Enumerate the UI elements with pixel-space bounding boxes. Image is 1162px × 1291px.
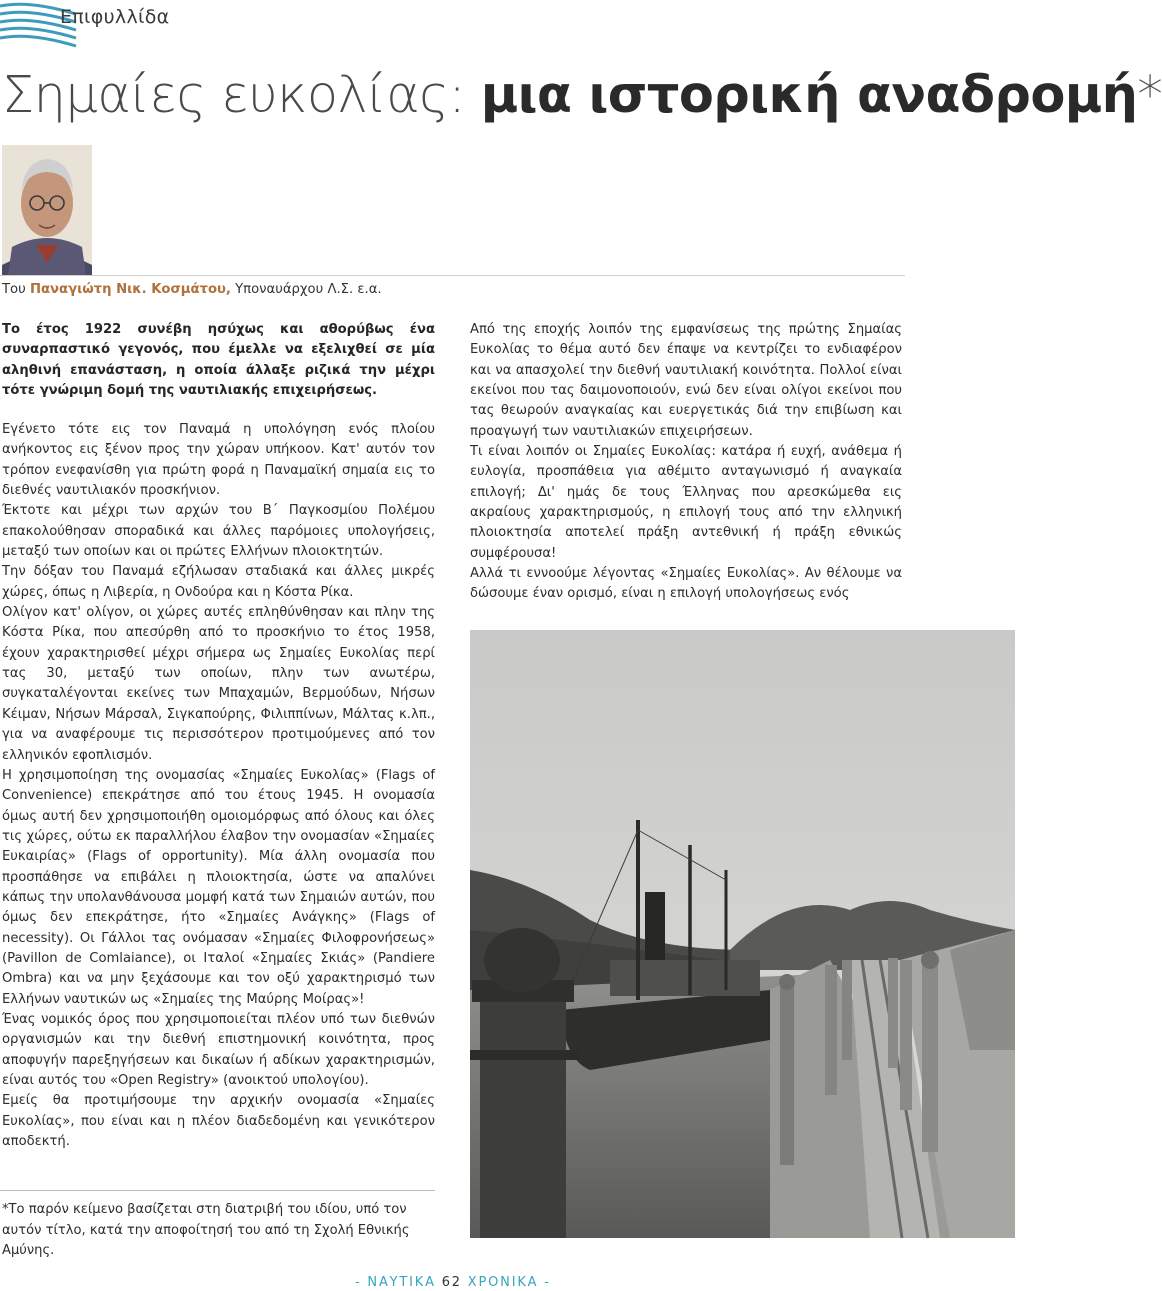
article-title <box>2 64 1162 128</box>
page-footer <box>355 1275 551 1290</box>
section-label: Επιφυλλίδα <box>60 6 170 28</box>
paragraph: Τι είναι λοιπόν οι Σημαίες Ευκολίας: κατάρα ή ευχή, ανάθεμα ή ευλογία, προσπάθεια για αθέμιτο ανταγωνισμό ή αναγκαία επιλογή; Δι' ημάς δε τους Έλληνας που αρεσκώμεθα εις ακραίους χαρακτηρισμούς, η επιλογή τους από την ελληνική πλοιοκτησία αποτελεί πράξη αντεθνική ή πράξη εθνικώς συμφέρουσα! <box>470 444 902 561</box>
paragraph: Εμείς θα προτιμήσουμε την αρχικήν ονομασία «Σημαίες Ευκολίας», που είναι και η πλέον διαδεδομένη και γενικότερον αποδεκτή. <box>2 1093 435 1150</box>
paragraph: Ολίγον κατ' ολίγον, οι χώρες αυτές επληθύνθησαν και πλην της Κόστα Ρίκα, που απεσύρθη από το προσκήνιο το έτος 1958, έχουν χαρακτηρισθεί μέχρι σήμερα ως Σημαίες Ευκολίας περί τας 30, μεταξύ των οποίων, πλην των ανωτέρω, συγκαταλέγονται εκείνες των Μπαχαμών, Βερμούδων, Νήσων Κέιμαν, Νήσων Μάρσαλ, Σιγκαπούρης, Φιλιππίνων, Μάλτας κ.λπ., για να αναφέρουμε τις περισσότερον προτιμούμενες από τον ελληνικόν εφοπλισμόν. <box>2 605 435 763</box>
byline <box>2 282 382 297</box>
right-column <box>470 320 902 605</box>
panama-canal-photo <box>470 630 1015 1238</box>
paragraph: Από της εποχής λοιπόν της εμφανίσεως της πρώτης Σημαίας Ευκολίας το θέμα αυτό δεν έπαψε να κεντρίζει το ενδιαφέρον και να απασχολεί την διεθνή ναυτιλιακή κοινότητα. Πολλοί είναι εκείνοι που τας δαιμονοποιούν, ενώ δεν είναι ολίγοι εκείνοι που τας θεωρούν αναγκαίας και ευεργετικάς διά την επιβίωση και προαγωγή των ναυτιλιακών επιχειρήσεων. <box>470 322 902 439</box>
paragraph: Έκτοτε και μέχρι των αρχών του Β΄ Παγκοσμίου Πολέμου επακολούθησαν σποραδικά και άλλες παρόμοιες υπολογήσεις, μεταξύ των οποίων και οι πρώτες Ελλήνων πλοιοκτητών. <box>2 503 435 560</box>
byline-rule <box>0 275 905 276</box>
title-light: Σημαίες ευκολίας: <box>2 66 481 125</box>
title-asterisk: * <box>1137 66 1162 125</box>
footer-left: - ΝΑΥΤΙΚΑ <box>355 1275 442 1290</box>
lead-text: Το έτος 1922 συνέβη ησύχως και αθορύβως ένα συναρπαστικό γεγονός, που έμελλε να εξελιχθεί σε μία αληθινή επανάσταση, η οποία άλλαξε ριζικά την μέχρι τότε γνώριμη δομή της ναυτιλιακής επιχειρήσεως. <box>2 322 435 399</box>
page-number: 62 <box>441 1275 462 1290</box>
paragraph: Η χρησιμοποίηση της ονομασίας «Σημαίες Ευκολίας» (Flags of Convenience) επεκράτησε από του έτους 1945. Η ονομασία όμως αυτή δεν χρησιμοποιήθη ομοιομόρφως από όλους και όλες τις χώρες, ούτω εκ παραλλήλου έλαβον την ονομασίαν «Σημαίες Ευκαιρίας» (Flags of opportunity). Μία άλλη ονομασία που προσπάθησε να επιβάλει η πλοιοκτησία, ώστε να απαλύνει κάπως την υπολανθάνουσα μομφή κατά των Σημαιών αυτών, που όμως δεν επεκράτησε, ήτο «Σημαίες Ανάγκης» (Flags of necessity). Οι Γάλλοι τας ονόμασαν «Σημαίες Φιλοφρονήσεως» (Pavillon de Comlaiance), οι Ιταλοί «Σημαίες Σκιάς» (Pandiere Ombra) και να μην ξεχάσουμε και τον οξύ χαρακτηρισμό των Ελλήνων ναυτικών ως «Σημαίες της Μαύρης Μοίρας»! <box>2 767 435 1007</box>
footer-right: ΧΡΟΝΙΚΑ - <box>461 1275 551 1290</box>
paragraph: Την δόξαν του Παναμά εζήλωσαν σταδιακά και άλλες μικρές χώρες, όπως η Λιβερία, η Ονδούρα και η Κόστα Ρίκα. <box>2 564 435 600</box>
author-name: Παναγιώτη Νικ. Κοσμάτου, <box>29 282 231 297</box>
left-column <box>2 420 435 1152</box>
title-bold: μια ιστορική αναδρομή <box>480 66 1138 125</box>
paragraph: Ένας νομικός όρος που χρησιμοποιείται πλέον υπό των διεθνών οργανισμών και την διεθνή επιστημονική κοινότητα, προς αποφυγήν παρεξηγήσεων και δικαίων ή αδίκων χαρακτηρισμών, είναι αυτός του «Open Registry» (ανοικτού υπολογίου). <box>2 1011 435 1088</box>
byline-prefix: Του <box>2 282 30 297</box>
author-portrait <box>2 145 92 275</box>
lead-paragraph <box>2 320 435 401</box>
footnote: *Το παρόν κείμενο βασίζεται στη διατριβή του ιδίου, υπό τον αυτόν τίτλο, κατά την αποφοίτησή του από τη Σχολή Εθνικής Αμύνης. <box>2 1202 410 1259</box>
footnote-rule <box>0 1190 435 1191</box>
paragraph: Αλλά τι εννοούμε λέγοντας «Σημαίες Ευκολίας». Αν θέλουμε να δώσουμε έναν ορισμό, είναι η επιλογή υπολογήσεως ενός <box>470 566 902 602</box>
paragraph: Εγένετο τότε εις τον Παναμά η υπολόγηση ενός πλοίου ανήκοντος εις ξένον προς την χώραν υπήκοον. Κατ' αυτόν τον τρόπον ενεφανίσθη για πρώτη φορά η Παναμαϊκή σημαία εις το διεθνές ναυτιλιακόν προσκήνιον. <box>2 422 435 499</box>
author-rank: Υποναυάρχου Λ.Σ. ε.α. <box>230 282 382 297</box>
